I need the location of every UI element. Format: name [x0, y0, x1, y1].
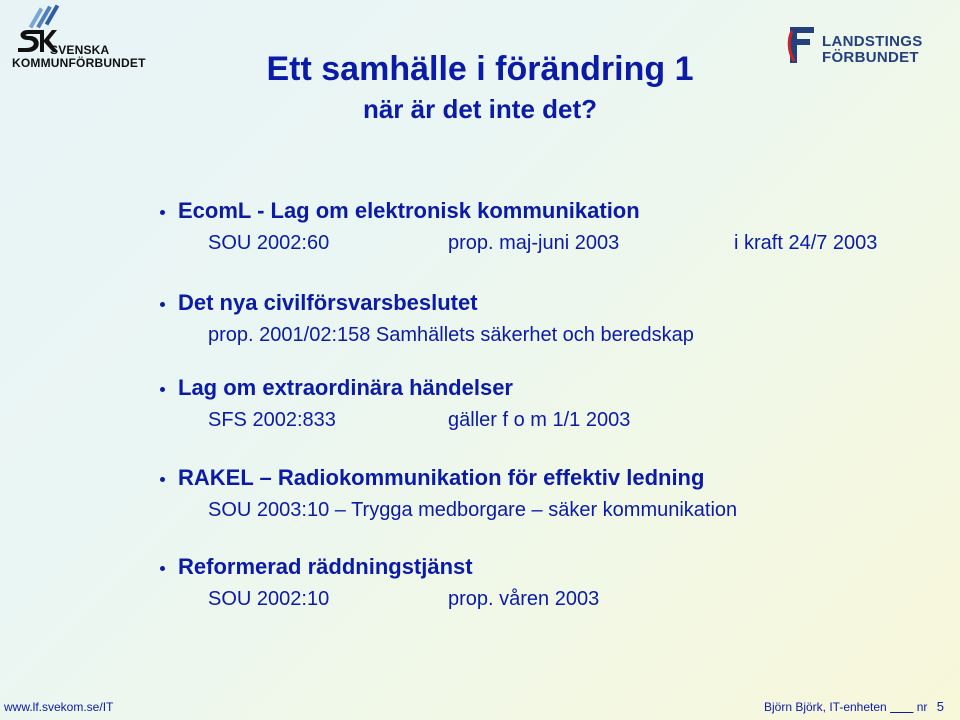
bullet-heading: Lag om extraordinära händelser: [178, 375, 513, 400]
bullet-dot-icon: [160, 387, 165, 392]
detail-col: SOU 2002:60: [208, 232, 330, 254]
bullet-heading: EcomL - Lag om elektronisk kommunikation: [178, 198, 640, 223]
footer-credit: [764, 699, 944, 714]
bullet-dot-icon: [160, 302, 165, 307]
bullet-dot-icon: [160, 477, 165, 482]
bullet-detail: [208, 499, 948, 525]
title-line1: Ett samhälle i förändring 1: [266, 50, 694, 88]
lf-logo-line1: LANDSTINGS: [822, 33, 923, 50]
bullet-detail: [208, 324, 948, 350]
title-line2: när är det inte det?: [362, 94, 598, 124]
bullet-detail: [208, 588, 948, 614]
detail-col: i kraft 24/7 2003: [734, 232, 878, 254]
sk-logo-line2: KOMMUNFÖRBUNDET: [12, 56, 146, 70]
footer-url[interactable]: www.lf.svekom.se/IT: [4, 700, 114, 714]
detail-col: SOU 2003:10 – Trygga medborgare – säker kommunikation: [208, 499, 738, 521]
slide-subtitle: [0, 94, 960, 125]
detail-col: prop. maj-juni 2003: [448, 232, 620, 254]
page-number: 5: [936, 699, 944, 714]
bullet-heading: RAKEL – Radiokommunikation för effektiv ledning: [178, 465, 705, 490]
lf-logo-line2: FÖRBUNDET: [822, 49, 919, 66]
bullet-dot-icon: [160, 566, 165, 571]
footer-separator: [890, 700, 913, 714]
detail-col: prop. 2001/02:158 Samhällets säkerhet och beredskap: [208, 324, 694, 346]
bullet-dot-icon: [160, 210, 165, 215]
detail-col: SOU 2002:10: [208, 588, 330, 610]
footer-author: Björn Björk, IT-enheten: [763, 700, 887, 714]
bullet-heading: Reformerad räddningstjänst: [178, 554, 473, 579]
slide-title: [0, 50, 960, 89]
footer-nr: nr: [916, 700, 928, 714]
detail-col: gäller f o m 1/1 2003: [448, 409, 631, 431]
bullet-detail: [208, 409, 948, 435]
bullet-detail: [208, 232, 948, 258]
sk-logo-line1: SVENSKA: [50, 43, 110, 57]
detail-col: prop. våren 2003: [448, 588, 600, 610]
bullet-heading: Det nya civilförsvarsbeslutet: [178, 290, 478, 315]
detail-col: SFS 2002:833: [208, 409, 336, 431]
